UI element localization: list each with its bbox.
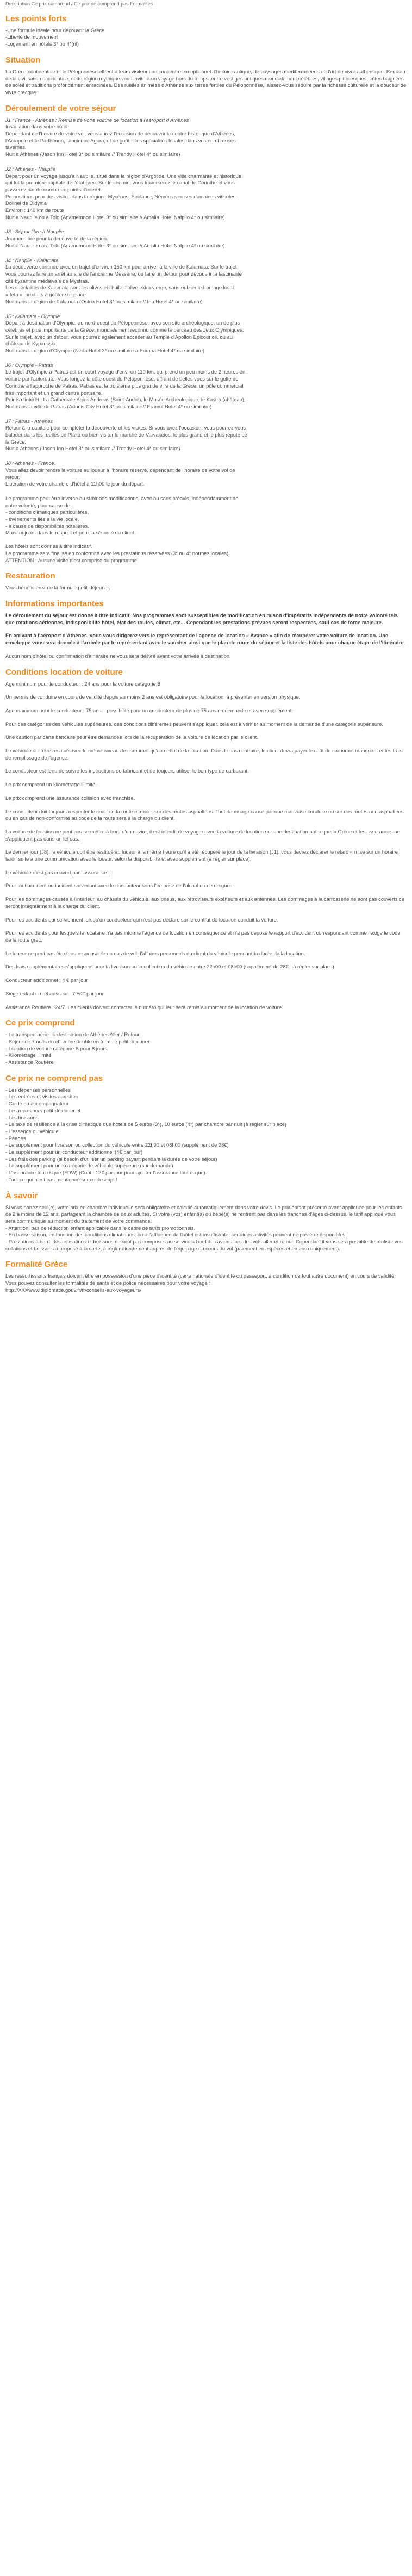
note-line: Le programme peut être inversé ou subir des modifications, avec ou sans préavis, indépendamment de	[5, 495, 239, 501]
info-bold-1: Le déroulement du séjour est donné à titre indicatif. Nos programmes sont susceptibles de modification en raison d'impératifs indépendants de notre volonté tels que rotations aériennes, indisponibilité hôtel, état des routes, climat, etc... Cependant les prestations prévues seront respectées, sauf cas de force majeure.	[5, 612, 398, 625]
list-item: - Les entrées et visites aux sites	[5, 1093, 78, 1100]
day-line: Environ : 140 km de route	[5, 207, 64, 214]
day-line: Nuit dans la ville de Patras (Adonis City Hotel 3* ou similaire // Eramul Hotel 4* ou similaire)	[5, 403, 212, 409]
includes-section	[5, 1018, 407, 1066]
rental-paragraph: La voiture de location ne peut pas se mettre à bord d'un navire, il est interdit de voyager avec la voiture de location sur une destination autre que la Grèce et les assurances ne s'appliquent pas dans un tel cas.	[5, 828, 400, 842]
rental-paragraph: Des frais supplémentaires s'appliquent pour la livraison ou la collection du véhicule entre 22h00 et 08h00 (supplément de 28€ - à régler sur place)	[5, 963, 334, 970]
itinerary-day	[5, 228, 407, 249]
day-line: vous pourrez faire un arrêt au site de l'ancienne Messène, ou faire un détour pour découvrir la fascinante	[5, 270, 242, 277]
info-bold-2: En arrivant à l'aéroport d'Athènes, vous vous dirigerez vers le représentant de l'agence de location « Avance » afin de récupérer votre voiture de location. Une enveloppe vous sera donnée à l'arrivée par le représentant avec le vaucher ainsi que le plan de route du séjour et la liste des hôtels pour chaque étape de l'itinéraire.	[5, 632, 405, 646]
know-section	[5, 1191, 407, 1253]
day-title: J2 : Athènes - Nauplie	[5, 165, 55, 172]
rental-paragraph: Assistance Routière : 24/7. Les clients doivent contacter le numéro qui leur sera remis au moment de la location de voiture.	[5, 1004, 283, 1010]
itinerary-day	[5, 166, 407, 221]
day-title: J4 : Nauplie - Kalamata	[5, 257, 59, 263]
list-item: - Les repas hors petit-déjeuner et	[5, 1107, 81, 1113]
list-item: - Location de voiture catégorie B pour 8 jours	[5, 1045, 108, 1051]
highlights-list	[5, 27, 407, 48]
itinerary-day	[5, 257, 407, 306]
list-item: - Kilométrage illimité	[5, 1052, 52, 1059]
list-item: - Les boissons	[5, 1114, 39, 1121]
rental-paragraph: Pour tout accident ou incident survenant avec le conducteur sous l'emprise de l'alcool ou de drogues.	[5, 882, 234, 889]
day-title: J3 : Séjour libre à Nauplie	[5, 228, 64, 235]
day-line: Les spécialités de Kalamata sont les olives et l'huile d'olive extra vierge, sans oublier le fromage local	[5, 284, 234, 291]
excludes-list	[5, 1087, 407, 1184]
rental-paragraph: Age minimum pour le conducteur : 24 ans pour la voiture catégorie B	[5, 680, 161, 687]
day-line: Nuit à Athènes (Jason Inn Hotel 3* ou similaire // Trendy Hotel 4* ou similaire)	[5, 445, 180, 452]
day-line: château de Kyparissia.	[5, 340, 57, 347]
day-line: Dépendant de l'horaire de votre vol, vous aurez l'occasion de découvrir le centre historique d'Athènes,	[5, 130, 235, 137]
rental-paragraph: Age maximum pour le conducteur : 75 ans – possibilité pour un conducteur de plus de 75 ans en demande et avec supplément.	[5, 707, 293, 713]
itinerary-section	[5, 104, 407, 564]
info-text-3: Aucun nom d'hôtel ou confirmation d'itinéraire ne vous sera délivré avant votre arrivée à destination.	[5, 652, 231, 659]
rental-section	[5, 668, 407, 1011]
itinerary-day	[5, 313, 407, 354]
note-line: - à cause de disponibilités hôtelières.	[5, 522, 89, 529]
day-line: Sur le trajet, avec un détour, vous pourrez également accéder au Temple d'Apollon Epicourios, ou au	[5, 333, 233, 340]
day-line: Nuit à Nauplie ou à Tolo (Agamemnon Hotel 3* ou similaire // Amalia Hotel Nafplio 4* ou similaire)	[5, 214, 225, 220]
rental-paragraph: Pour les accidents pour lesquels le locataire n'a pas informé l'agence de location en conséquence et n'a pas déposé le rapport d'accident correspondant comme l'exige le code de la route grec.	[5, 930, 401, 943]
formalities-section	[5, 1260, 407, 1293]
day-line: tavernes.	[5, 144, 27, 151]
day-line: retour.	[5, 474, 20, 480]
day-line: La découverte continue avec un trajet d'environ 150 km pour arriver à la ville de Kalamata. Sur le trajet	[5, 264, 237, 270]
day-line: Corinthe à l'approche de Patras. Patras est la troisième plus grande ville de la Grèce, un pôle commercial	[5, 382, 244, 389]
day-line: passerez par de nombreux points d'intérêt.	[5, 186, 102, 192]
formalities-link[interactable]: http://XXXwww.diplomatie.gouv.fr/fr/conseils-aux-voyageurs/	[5, 1286, 141, 1293]
day-line: balader dans les ruelles de Plaka ou bien visiter le marché de Varvakeios, le plus grand et le plus réputé de	[5, 432, 247, 438]
highlights-title: Les points forts	[5, 14, 67, 23]
list-item: -Liberté de mouvement	[5, 34, 58, 40]
list-item: - Le transport aérien à destination de Athènes Aller / Retour.	[5, 1031, 141, 1038]
note-line: Les hôtels sont donnés à titre indicatif.	[5, 543, 92, 550]
itinerary-day	[5, 460, 407, 488]
rental-paragraph: Un permis de conduire en cours de validité depuis au moins 2 ans est obligatoire pour la location, à présenter en version physique.	[5, 694, 301, 700]
rental-paragraph: Le loueur ne peut pas être tenu responsable en cas de vol d'affaires personnels du client du véhicule pendant la durée de la location.	[5, 950, 305, 956]
know-paragraph: - En basse saison, en fonction des conditions climatiques, ou à l'affluence de l'hôtel est insuffisante, certaines activités peuvent ne pas être disponibles.	[5, 1231, 347, 1238]
day-line: qui fut la première capitale de l'état grec. Sur le chemin, vous traverserez le canal de Corinthe et vous	[5, 179, 235, 186]
day-line: Départ à destination d'Olympie, au nord-ouest du Péloponnèse, avec son site archéologique, un de plus	[5, 320, 240, 326]
itinerary-day	[5, 418, 407, 453]
itinerary-day	[5, 362, 407, 410]
day-line: célèbres et plus importants de la Grèce, mondialement reconnu comme le berceau des Jeux Olympiques.	[5, 326, 244, 333]
restauration-title: Restauration	[5, 571, 55, 581]
day-line: Vous allez devoir rendre la voiture au loueur à l'horaire réservé, dépendant de l'horaire de votre vol de	[5, 466, 235, 473]
excludes-section	[5, 1074, 407, 1184]
day-line: « féta », produits à goûter sur place.	[5, 291, 88, 298]
rental-paragraph: Une caution par carte bancaire peut être demandée lors de la récupération de la voiture de location par le client.	[5, 734, 258, 741]
rental-not-covered-heading: Le véhicule n'est pas couvert par l'assurance :	[5, 869, 110, 875]
day-line: Journée libre pour la découverte de la région.	[5, 235, 108, 242]
rental-paragraph: Siège enfant ou réhausseur : 7,50€ par jour	[5, 990, 104, 997]
list-item: -Logement en hôtels 3* ou 4*(nl)	[5, 41, 79, 47]
list-item: - Guide ou accompagnateur	[5, 1100, 69, 1107]
note-line: Le programme sera finalisé en conformité avec les prestations réservées (3* ou 4* normes locales).	[5, 550, 230, 556]
know-title: À savoir	[5, 1191, 38, 1200]
list-item: - Tout ce qui n'est pas mentionné sur ce descriptif	[5, 1176, 117, 1183]
list-item: - Séjour de 7 nuits en chambre double en formule petit déjeuner	[5, 1038, 150, 1044]
day-line: voiture par l'autoroute. Vous longez la côte ouest du Péloponnèse, offrant de belles vues sur le golfe de	[5, 376, 239, 382]
day-line: Points d'intérêt : La Cathédrale Agios Andreas (Saint-André), le Musée Archéologique, le Kastro (château),	[5, 396, 246, 403]
note-line: ATTENTION : Aucune visite n'est comprise au programme.	[5, 557, 139, 563]
info-title: Informations importantes	[5, 599, 104, 608]
list-item: - Péages	[5, 1135, 26, 1141]
day-line: cité byzantine médiévale de Mystras.	[5, 277, 89, 284]
rental-title: Conditions location de voiture	[5, 667, 123, 677]
day-line: Installation dans votre hôtel.	[5, 123, 69, 130]
situation-section	[5, 55, 407, 96]
rental-paragraph: Le prix comprend une assurance collision avec franchise.	[5, 794, 135, 801]
know-paragraph: - Prestations à bord : les cotisations et boissons ne sont pas comprises au service à bord des avions lors des vols aller et retour. Cependant il vous sera possible de réaliser vos collations et boissons à proposé à la carte, à régler directement auprès de l'équipage ou cours du vol (paiement en espèces et en euro uniquement).	[5, 1239, 403, 1252]
day-line: Nuit à Athènes (Jason Inn Hotel 3* ou similaire // Trendy Hotel 4* ou similaire)	[5, 151, 180, 158]
itinerary-title: Déroulement de votre séjour	[5, 103, 116, 113]
excludes-title: Ce prix ne comprend pas	[5, 1073, 103, 1083]
note-line: - conditions climatiques particulières,	[5, 509, 89, 515]
itinerary-notes-2	[5, 543, 407, 564]
includes-list	[5, 1031, 407, 1066]
day-line: Nuit à Nauplie ou à Tolo (Agamemnon Hotel 3* ou similaire // Amalia Hotel Nafplio 4* ou similaire)	[5, 242, 225, 248]
formalities-line: Vous pouvez consulter les formalités de santé et de police nécessaires pour votre voyage :	[5, 1280, 210, 1286]
day-line: Nuit dans la région de Kalamata (Ostria Hotel 3* ou similaire // Iria Hotel 4* ou similaire)	[5, 298, 203, 304]
rental-paragraph: Pour des catégories des véhicules supérieures, des conditions différentes peuvent s'appliquer, cela est à vérifier au moment de la demande d'une catégorie supérieure.	[5, 720, 383, 727]
rental-paragraph: Pour les accidents qui surviennent lorsqu'un conducteur qui n'est pas déclaré sur le contrat de location conduit la voiture.	[5, 916, 278, 923]
know-paragraph: - Attention, pas de réduction enfant applicable dans le cadre de tarifs promotionnels.	[5, 1224, 196, 1231]
rental-paragraph: Le prix comprend un kilométrage illimité.	[5, 781, 97, 788]
day-line: Départ pour un voyage jusqu'à Nauplie, situé dans la région d'Argolide. Une ville charmante et historique,	[5, 172, 243, 179]
rental-paragraph: Le conducteur est tenu de suivre les instructions du fabricant et de toujours utiliser le bon type de carburant.	[5, 768, 249, 774]
list-item: - Les dépenses personnelles	[5, 1086, 71, 1093]
day-line: très important et un grand centre portuaire.	[5, 389, 103, 396]
day-title: J7 : Patras - Athènes	[5, 418, 53, 424]
note-line: - événements liés à la vie locale,	[5, 516, 79, 522]
itinerary-notes	[5, 495, 407, 537]
day-line: Propositions pour des visites dans la région : Mycènes, Epidaure, Némée avec ses domaines viticoles,	[5, 193, 237, 200]
note-line: notre volonté, pour cause de :	[5, 502, 73, 508]
formalities-line: Les ressortissants français doivent être en possession d'une pièce d'identité (carte nationale d'identité ou passeport, à condition de tout autre document) en cours de validité.	[5, 1273, 396, 1279]
includes-title: Ce prix comprend	[5, 1018, 75, 1028]
day-title: J1 : France - Athènes : Remise de votre voiture de location à l'aéroport d'Athènes	[5, 116, 189, 123]
list-item: - Assistance Routière	[5, 1059, 54, 1066]
tab-bar[interactable]: Description Ce prix comprend / Ce prix ne comprend pas Formalités	[5, 1, 153, 7]
itinerary-day	[5, 117, 407, 158]
rental-paragraph: Le véhicule doit être restitué avec le même niveau de carburant qu'au début de la location. Dans le cas contraire, le client devra payer le coût du carburant manquant et les frais de remplissage de l'agence.	[5, 748, 403, 761]
list-item: - Le supplément pour un conducteur additionnel (4€ par jour)	[5, 1149, 143, 1155]
list-item: - Le supplément pour livraison ou collection du véhicule entre 22h00 et 08h00 (supplément de 28€)	[5, 1142, 229, 1148]
day-line: Le trajet d'Olympie à Patras est un court voyage d'environ 110 km, qui prend un peu moins de 2 heures en	[5, 369, 246, 375]
rental-paragraph: Le dernier jour (J8), le véhicule doit être restitué au loueur à la même heure qu'il a été récupéré le jour de la livraison (J1), vous devrez déclarer le retard « mise sur un horaire tardif suite à une communication avec le loueur, selon la disponibilité et avec supplément (à régler sur place).	[5, 849, 398, 862]
list-item: -Une formule idéale pour découvrir la Grèce	[5, 27, 105, 33]
know-paragraph: Si vous partez seul(e), votre prix en chambre individuelle sera obligatoire et calculé automatiquement dans votre devis. Le prix enfant présenté avant appliquée pour les enfants de 2 à moins de 12 ans, partageant la chambre de deux adultes. Si votre (vos) enfant(s) ou bébé(s) ne rentrent pas dans les tranches d'âges ci-dessus, le tarif appliqué vous sera communiqué au moment du traitement de votre commande.	[5, 1204, 402, 1224]
list-item: - L'essence du véhicule	[5, 1128, 59, 1134]
day-line: l'Acropole et le Parthénon, l'ancienne Agora, et de goûter les spécialités locales dans vos nombreuses	[5, 137, 236, 144]
formalities-title: Formalité Grèce	[5, 1260, 68, 1270]
day-title: J6 : Olympie - Patras	[5, 362, 53, 368]
list-item: - La taxe de résilience à la crise climatique due hôtels de 5 euros (3*), 10 euros (4*) par chambre par nuit (à régler sur place)	[5, 1121, 286, 1128]
day-title: J8 : Athènes - France.	[5, 460, 55, 466]
list-item: - L'assurance tout risque (FDW) (Coût : 12€ par jour pour ajouter l'assurance tout risque).	[5, 1169, 207, 1176]
day-line: Retour à la capitale pour compléter la découverte et les visites. Si vous avez l'occasion, vous pourrez vous	[5, 425, 246, 431]
list-item: - Les frais des parking (si besoin d'utiliser un parking payant pendant la durée de votre séjour)	[5, 1155, 217, 1162]
restauration-section	[5, 571, 407, 592]
note-line: Mais toujours dans le respect et pour la sécurité du client.	[5, 530, 136, 536]
list-item: - Le supplément pour une catégorie de véhicule supérieure (sur demande)	[5, 1162, 173, 1169]
restauration-text: Vous bénéficierez de la formule petit-déjeuner.	[5, 584, 110, 591]
situation-title: Situation	[5, 55, 41, 65]
info-section	[5, 599, 407, 660]
highlights-section	[5, 14, 407, 48]
situation-text: La Grèce continentale et le Péloponnèse offrent à leurs visiteurs un concentré exceptionnel d'histoire antique, de paysages méditerranéens et d'art de vivre authentique. Berceau de la civilisation occidentale, cette région mythique vous invite à un voyage hors du temps, entre vestiges antiques mondialement célèbres, villages pittoresques, côtes baignées de soleil et traditions profondément enracinées. Des ruelles animées d'Athènes aux terres fertiles du Péloponnèse, laissez-vous séduire par la richesse culturelle et la douceur de vivre grecque.	[5, 68, 407, 95]
rental-paragraph: Pour les dommages causés à l'intérieur, au châssis du véhicule, aux pneus, aux rétroviseurs extérieurs et aux antennes. Les dommages à la carrosserie ne sont pas couverts ce seront intégralement à la charge du client.	[5, 896, 404, 909]
day-line: Dolinei de Didyma	[5, 200, 47, 207]
day-line: Nuit dans la région d'Olympie (Neda Hotel 3* ou similaire // Europa Hotel 4* ou similaire)	[5, 347, 205, 354]
day-line: la Grèce.	[5, 438, 27, 445]
day-line: Libération de votre chambre d'hôtel à 11h00 le jour du départ.	[5, 481, 145, 487]
rental-paragraph: Le conducteur doit toujours respecter le code de la route et rouler sur des routes asphaltées. Tout dommage causé par une mauvaise conduite ou sur des routes non asphaltées ou en cas de non-conformité au code de la route sera à la charge du client.	[5, 808, 404, 822]
rental-paragraph: Conducteur additionnel : 4 € par jour	[5, 977, 88, 984]
day-title: J5 : Kalamata - Olympie	[5, 313, 60, 319]
